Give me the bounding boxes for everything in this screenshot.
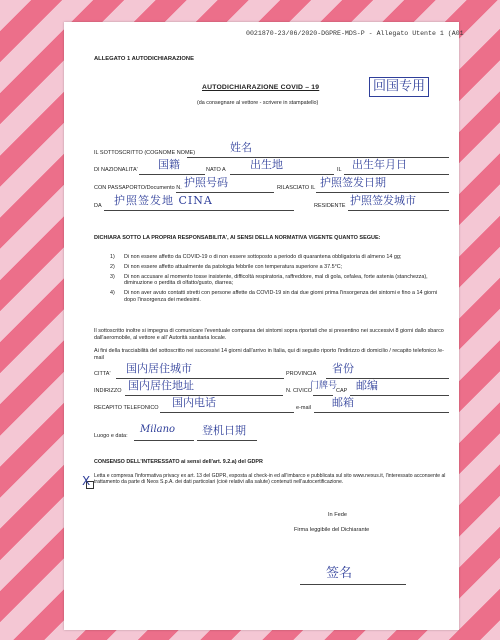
passaporto-field[interactable]: 护照号码	[184, 176, 228, 189]
rilasciato-label: RILASCIATO IL	[277, 185, 316, 191]
list-item	[110, 264, 440, 271]
da-line	[104, 210, 294, 211]
recapito-label: RECAPITO TELEFONICO	[94, 405, 159, 411]
nazionalita-label: DI NAZIONALITA'	[94, 167, 138, 173]
protocol-stamp: 0021870-23/06/2020-DGPRE-MDS-P - Allegato Utente 1 (A01	[246, 30, 464, 37]
tracciabilita-paragraph: Ai fini della tracciabilità del sottoscritto nei successivi 14 giorni dall'arrivo in Italia, qui di seguito riporto l'indirizzo di domicilio / recapito telefonico /e-mail	[94, 348, 444, 361]
item-number: 2)	[110, 263, 115, 270]
list-item	[110, 274, 440, 288]
item-text: Di non accusare al momento tosse insistente, difficoltà respiratoria, raffreddore, mal di gola, cefalea, forte astenia (stanchezza), diminuzione o perdita di olfatto/gusto, diarrea;	[124, 273, 428, 287]
residente-line	[348, 210, 449, 211]
luogo-field[interactable]: Milano	[140, 424, 176, 435]
civico-field[interactable]: 门牌号	[310, 381, 338, 391]
indirizzo-field[interactable]: 国内居住地址	[128, 379, 194, 392]
provincia-field[interactable]: 省份	[332, 362, 354, 375]
declaration-list	[110, 254, 440, 307]
indirizzo-label: INDIRIZZO	[94, 388, 122, 394]
form-title: AUTODICHIARAZIONE COVID – 19	[202, 84, 320, 91]
civico-line	[313, 395, 333, 396]
passaporto-line	[176, 192, 274, 193]
list-item	[110, 290, 440, 304]
nazionalita-field[interactable]: 国籍	[158, 158, 180, 171]
consent-check-mark: X	[82, 474, 91, 488]
recapito-line	[160, 412, 294, 413]
cap-label: CAP	[336, 388, 348, 394]
declaration-form-sheet	[64, 22, 464, 630]
consent-heading: CONSENSO DELL'INTERESSATO ai sensi dell'art. 9.2.a) del GDPR	[94, 459, 263, 465]
in-fede-label: In Fede	[328, 512, 347, 518]
residente-label: RESIDENTE	[314, 203, 346, 209]
allegato-heading: ALLEGATO 1 AUTODICHIARAZIONE	[94, 56, 194, 62]
da-field[interactable]: 护照签发地 CINA	[114, 194, 213, 207]
il-line	[344, 174, 449, 175]
item-text: Di non essere affetto attualmente da patologia febbrile con temperatura superiore a 37.5°C;	[124, 263, 343, 270]
rilasciato-line	[316, 192, 449, 193]
cap-line	[350, 395, 449, 396]
luogo-label: Luogo e data:	[94, 433, 128, 439]
sottoscritto-label: IL SOTTOSCRITTO (COGNOME NOME)	[94, 150, 196, 156]
impegno-paragraph: Il sottoscritto inoltre si impegna di comunicare l'eventuale comparsa dei sintomi sopra riportati che si presentino nei successivi 8 giorni dallo sbarco dall'aeromobile, al vettore e all' Autorità sanitaria locale.	[94, 328, 444, 341]
data-line	[197, 440, 257, 441]
nazionalita-line	[139, 174, 205, 175]
citta-label: CITTA'	[94, 371, 111, 377]
da-label: DA	[94, 203, 102, 209]
item-number: 1)	[110, 254, 115, 260]
provincia-label: PROVINCIA	[286, 371, 317, 377]
item-number: 4)	[110, 290, 115, 296]
handwritten-tag: 回国专用	[369, 77, 429, 97]
list-item	[110, 254, 440, 261]
email-field[interactable]: 邮箱	[332, 396, 354, 409]
signature-field[interactable]: 签名	[326, 566, 353, 581]
signature-line	[300, 584, 406, 585]
privacy-paragraph: Letta e compresa l'informativa privacy ex art. 13 del GDPR, esposta al check-in ed all'imbarco e pubblicata sul sito www.nexus.it, l'interessato acconsente al trattamento da parte di Neos S.p.A. dei dati particolari (cioè relativi alla salute) contenuti nell'autocertificazione.	[94, 473, 446, 486]
item-text: Di non aver avuto contatti stretti con persone affette da COVID-19 sin dai due giorni prima l'insorgenza dei sintomi e fino a 14 giorni dopo l'insorgenza dei medesimi.	[124, 290, 438, 303]
cap-field[interactable]: 邮编	[356, 379, 378, 392]
rilasciato-field[interactable]: 护照签发日期	[320, 176, 386, 189]
civico-label: N. CIVICO	[286, 388, 312, 394]
item-text: Di non essere affetto da COVID-19 o di non essere sottoposto a periodo di quarantena obbligatoria di almeno 14 gg;	[124, 254, 402, 260]
citta-field[interactable]: 国内居住城市	[126, 362, 192, 375]
sottoscritto-field[interactable]: 姓名	[230, 141, 252, 154]
il-label: IL	[337, 167, 342, 173]
recapito-field[interactable]: 国内电话	[172, 396, 216, 409]
email-label: e-mail	[296, 405, 311, 411]
passaporto-label: CON PASSAPORTO/Documento N.	[94, 185, 182, 191]
form-subtitle: (da consegnare al vettore - scrivere in stampatello)	[197, 100, 319, 106]
il-field[interactable]: 出生年月日	[352, 158, 407, 171]
sottoscritto-line	[187, 157, 449, 158]
residente-field[interactable]: 护照签发城市	[350, 194, 416, 207]
luogo-line	[134, 440, 194, 441]
provincia-line	[326, 378, 449, 379]
nato-field[interactable]: 出生地	[250, 158, 283, 171]
nato-line	[230, 174, 334, 175]
data-field[interactable]: 登机日期	[202, 424, 246, 437]
email-line	[314, 412, 449, 413]
firma-label: Firma leggibile del Dichiarante	[294, 527, 370, 533]
item-number: 3)	[110, 273, 115, 280]
nato-label: NATO A	[206, 167, 226, 173]
declaration-heading: DICHIARA SOTTO LA PROPRIA RESPONSABILITA', AI SENSI DELLA NORMATIVA VIGENTE QUANTO SEGUE:	[94, 235, 381, 241]
